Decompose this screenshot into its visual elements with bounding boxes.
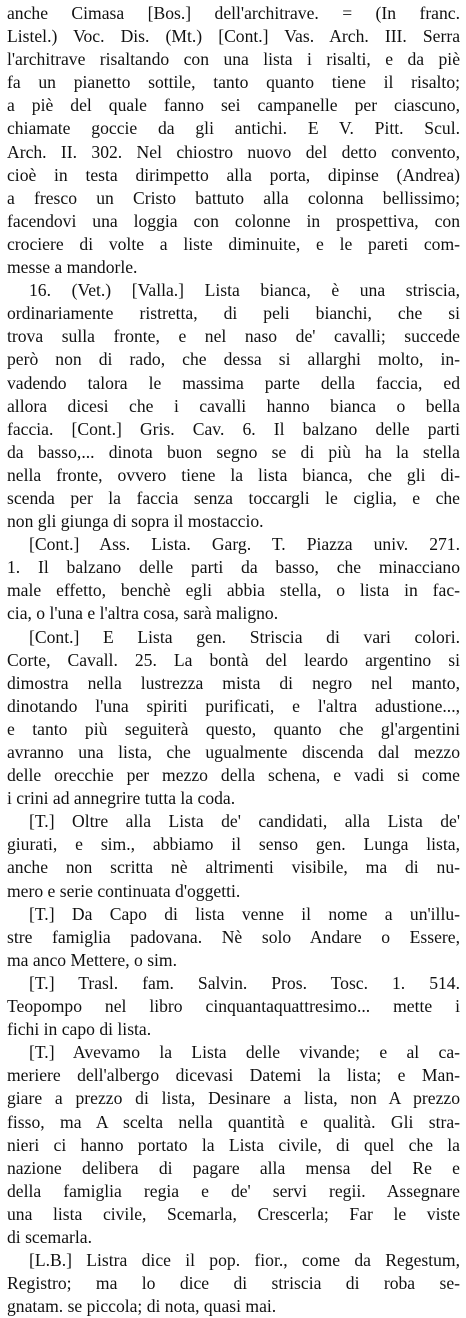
text-line: dimostra nella lustrezza mista di negro nel manto, <box>7 672 460 693</box>
text-line: meriere dell'albergo dicevasi Datemi la lista; e Man- <box>7 1065 460 1086</box>
text-line: allora dicesi che i cavalli hanno bianca o bella <box>7 395 460 416</box>
text-line: però non di rado, che dessa si allarghi molto, in- <box>7 349 460 370</box>
text-line: stre famiglia padovana. Nè solo Andare o Essere, <box>7 926 460 947</box>
text-line: [T.] Avevamo la Lista delle vivande; e al ca- <box>29 1042 460 1063</box>
text-line: facendovi una loggia con colonne in prospettiva, con <box>7 210 460 231</box>
text-line: Registro; ma lo dice di striscia di roba se- <box>7 1273 460 1294</box>
text-line: delle orecchie per mezzo della schena, e vadi si come <box>7 765 460 786</box>
text-line: crociere di volte a liste diminuite, e le pareti com- <box>7 233 460 254</box>
text-line: 1. Il balzano delle parti da basso, che minacciano <box>7 557 460 578</box>
text-line: [L.B.] Listra dice il pop. fior., come da Regestum, <box>29 1250 460 1271</box>
text-line: male effetto, benchè egli abbia stella, o lista in fac- <box>7 580 460 601</box>
text-line: mero e serie continuata d'oggetti. <box>7 880 241 901</box>
text-line: di scemarla. <box>7 1226 92 1247</box>
text-line: [T.] Trasl. fam. Salvin. Pros. Tosc. 1. 514. <box>29 972 460 993</box>
text-line: dinotando l'una spiriti purificati, e l'altra adustione..., <box>7 695 460 716</box>
text-line: l'architrave risaltando con una lista i risalti, e da piè <box>7 49 460 70</box>
text-line: messe a mandorle. <box>7 257 138 278</box>
text-line: avranno una lista, che ugualmente discenda dal mezzo <box>7 742 460 762</box>
text-line: gnatam. se piccola; di nota, quasi mai. <box>7 1296 277 1317</box>
text-line: 16. (Vet.) [Valla.] Lista bianca, è una striscia, <box>29 280 460 301</box>
text-line: giurati, e sim., abbiamo il senso gen. Lunga lista, <box>7 834 460 855</box>
text-line: [Cont.] E Lista gen. Striscia di vari colori. <box>29 626 460 647</box>
text-line: Arch. II. 302. Nel chiostro nuovo del detto convento, <box>7 141 460 162</box>
text-line: fa un pianetto sottile, tanto quanto tiene il risalto; <box>7 72 460 93</box>
text-line: una lista civile, Scemarla, Crescerla; Far le viste <box>7 1203 460 1224</box>
text-line: faccia. [Cont.] Gris. Cav. 6. Il balzano delle parti <box>7 418 460 439</box>
text-line: [T.] Da Capo di lista venne il nome a un'illu- <box>29 903 460 924</box>
text-line: nella fronte, ovvero tiene la lista bianca, che gli di- <box>7 464 460 485</box>
text-line: [Cont.] Ass. Lista. Garg. T. Piazza univ. 271. <box>29 534 460 555</box>
text-line: giare a prezzo di lista, Desinare a lista, non A prezzo <box>7 1088 460 1109</box>
text-line: [T.] Oltre alla Lista de' candidati, alla Lista de' <box>29 811 460 832</box>
text-line: Listel.) Voc. Dis. (Mt.) [Cont.] Vas. Arch. III. Serra <box>7 26 460 47</box>
text-line: a piè del quale fanno sei campanelle per ciascuno, <box>7 95 460 116</box>
text-line: non gli giunga di sopra il mostaccio. <box>7 511 264 532</box>
text-line: ma anco Mettere, o sim. <box>7 949 178 970</box>
text-line: fichi in capo di lista. <box>7 1019 152 1040</box>
entry-text <box>7 2 460 1318</box>
text-line: Corte, Cavall. 25. La bontà del leardo argentino si <box>7 649 460 670</box>
text-line: da basso,... dinota buon segno se di più ha la stella <box>7 441 460 462</box>
text-line: chiamate goccie da gli antichi. E V. Pitt. Scul. <box>7 118 460 139</box>
text-line: cioè in testa dirimpetto alla porta, dipinse (Andrea) <box>7 164 460 185</box>
text-line: scenda per la faccia senza toccargli le ciglia, e che <box>7 487 460 508</box>
text-line: e tanto più seguiterà questo, quanto che gl'argentini <box>7 718 460 739</box>
text-line: della famiglia regia e de' servi regii. Assegnare <box>7 1180 460 1201</box>
text-line: fisso, ma A scelta nella quantità e qualità. Gli stra- <box>7 1111 460 1132</box>
text-line: nazione delibera di pagare alla mensa del Re e <box>7 1157 460 1178</box>
text-line: trova sulla fronte, e nel naso de' cavalli; succede <box>7 326 460 347</box>
text-line: i crini ad annegrire tutta la coda. <box>7 788 236 809</box>
text-line: a fresco un Cristo battuto alla colonna bellissimo; <box>7 187 460 208</box>
text-line: cia, o l'una e l'altra cosa, sarà maligno. <box>7 603 279 624</box>
text-line: anche non scritta nè altrimenti visibile, ma di nu- <box>7 857 460 878</box>
text-line: Teopompo nel libro cinquantaquattresimo... mette i <box>7 996 460 1017</box>
text-line: ordinariamente ristretta, di peli bianchi, che si <box>7 303 460 324</box>
text-line: vadendo talora le massima parte della faccia, ed <box>7 372 460 393</box>
text-line: nieri ci hanno portato la Lista civile, di quel che la <box>7 1134 460 1155</box>
text-line: anche Cimasa [Bos.] dell'architrave. = (In franc. <box>7 3 460 23</box>
